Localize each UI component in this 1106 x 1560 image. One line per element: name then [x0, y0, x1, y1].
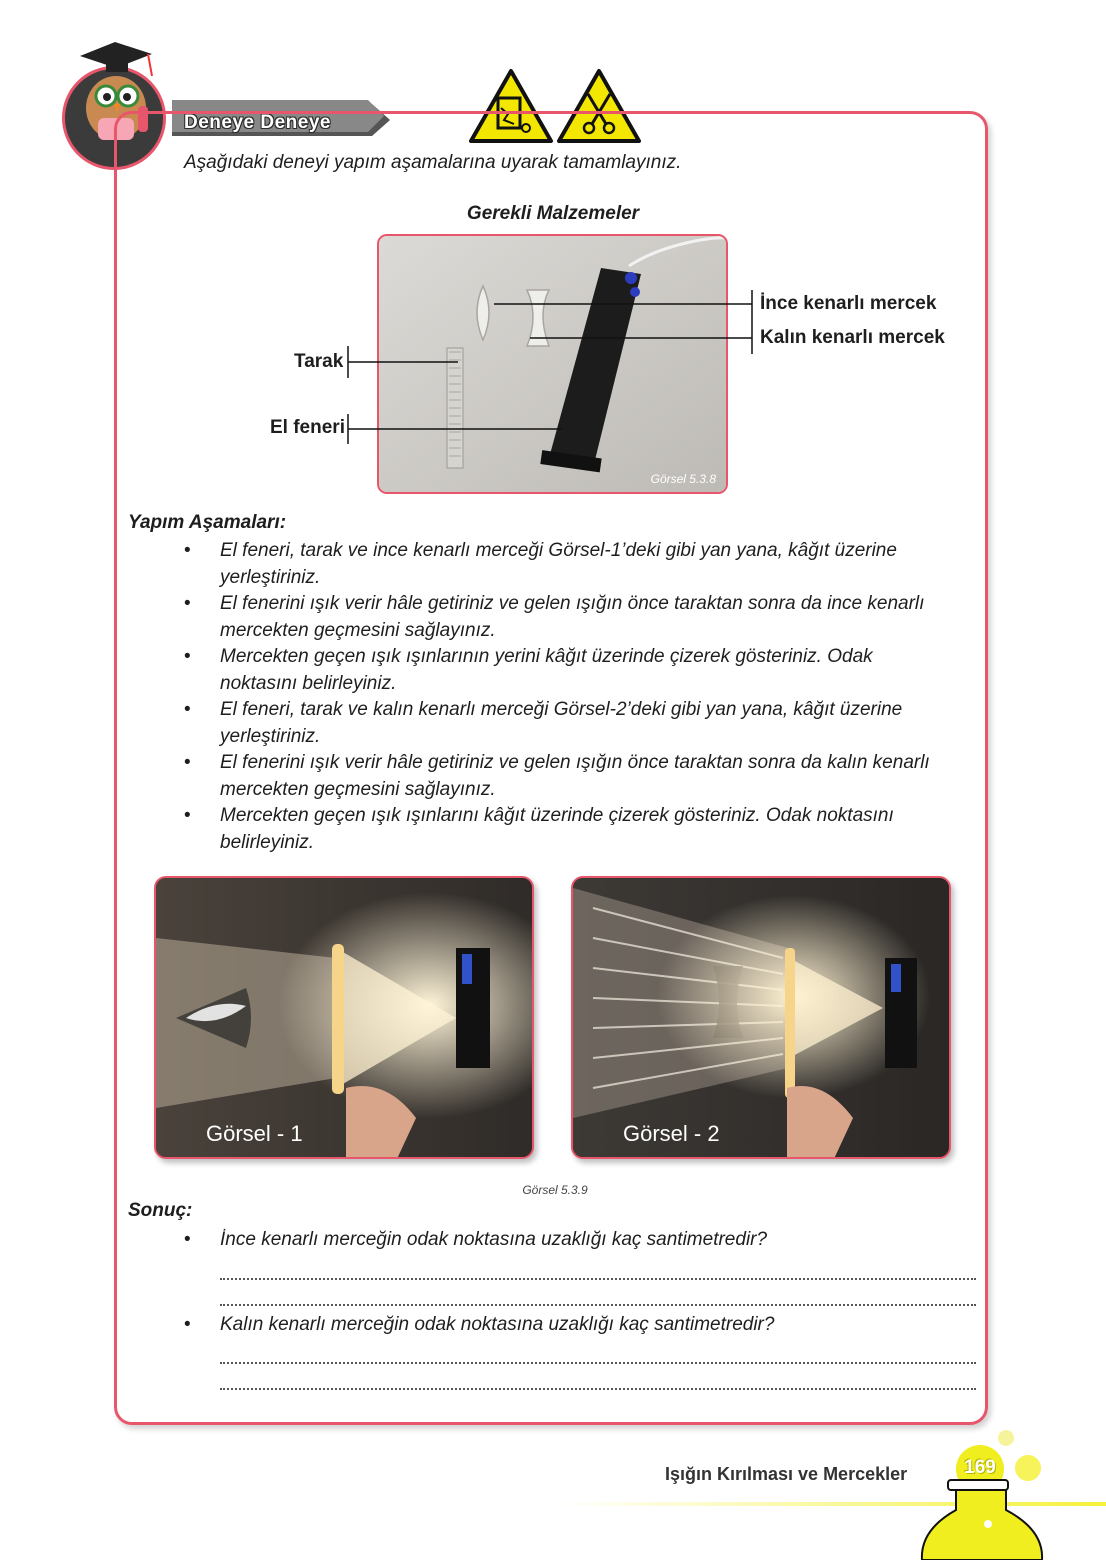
result-questions: [184, 1227, 976, 1390]
experiment-photo-1: [154, 876, 534, 1159]
list-item: • El fenerini ışık verir hâle getiriniz ve gelen ışığın önce taraktan sonra da kalın kenarlı mercekten geçmesini sağlayınız.: [184, 750, 944, 803]
comb-label: Tarak: [294, 351, 344, 372]
question-text: İnce kenarlı merceğin odak noktasına uzaklığı kaç santimetredir?: [220, 1229, 768, 1250]
chapter-title: Işığın Kırılması ve Mercekler: [665, 1464, 908, 1484]
steps-list: [184, 538, 944, 856]
experiment-photos-caption: Görsel 5.3.9: [522, 1183, 588, 1197]
answer-line[interactable]: [220, 1254, 976, 1280]
result-heading: Sonuç:: [128, 1200, 193, 1221]
answer-line[interactable]: [220, 1280, 976, 1306]
materials-photo-caption: Görsel 5.3.8: [650, 472, 716, 486]
concave-lens-light-illustration: [573, 878, 951, 1159]
flask-decoration-icon: [560, 1420, 1106, 1560]
list-item: • El feneri, tarak ve ince kenarlı merceği Görsel-1’deki gibi yan yana, kâğıt üzerine yerleştiriniz.: [184, 538, 944, 591]
intro-text: Aşağıdaki deneyi yapım aşamalarına uyarak tamamlayınız.: [184, 152, 682, 173]
answer-line[interactable]: [220, 1338, 976, 1364]
page-number: 169: [964, 1457, 996, 1478]
thin-lens-label: İnce kenarlı mercek: [760, 293, 937, 314]
thick-lens-label: Kalın kenarlı mercek: [760, 327, 945, 348]
photo-1-label: Görsel - 1: [206, 1121, 303, 1146]
materials-heading: Gerekli Malzemeler: [466, 203, 640, 224]
list-item: [184, 1312, 976, 1391]
answer-line[interactable]: [220, 1364, 976, 1390]
flashlight-label: El feneri: [270, 417, 345, 438]
list-item: • El feneri, tarak ve kalın kenarlı merceği Görsel-2’deki gibi yan yana, kâğıt üzerine yerleştiriniz.: [184, 697, 944, 750]
list-item: • Mercekten geçen ışık ışınlarını kâğıt üzerinde çizerek gösteriniz. Odak noktasını belirleyiniz.: [184, 803, 944, 856]
list-item: [184, 1227, 976, 1306]
steps-heading: Yapım Aşamaları:: [128, 512, 287, 533]
page-title: Deneye Deneye: [184, 112, 331, 133]
list-item: • El fenerini ışık verir hâle getiriniz ve gelen ışığın önce taraktan sonra da ince kenarlı mercekten geçmesini sağlayınız.: [184, 591, 944, 644]
convex-lens-light-illustration: [156, 878, 534, 1159]
question-text: Kalın kenarlı merceğin odak noktasına uzaklığı kaç santimetredir?: [220, 1313, 775, 1335]
label-leader-lines: [0, 0, 1106, 520]
experiment-photo-2: [571, 876, 951, 1159]
photo-2-label: Görsel - 2: [623, 1121, 720, 1146]
list-item: • Mercekten geçen ışık ışınlarının yerini kâğıt üzerinde çizerek gösteriniz. Odak noktasını belirleyiniz.: [184, 644, 944, 697]
